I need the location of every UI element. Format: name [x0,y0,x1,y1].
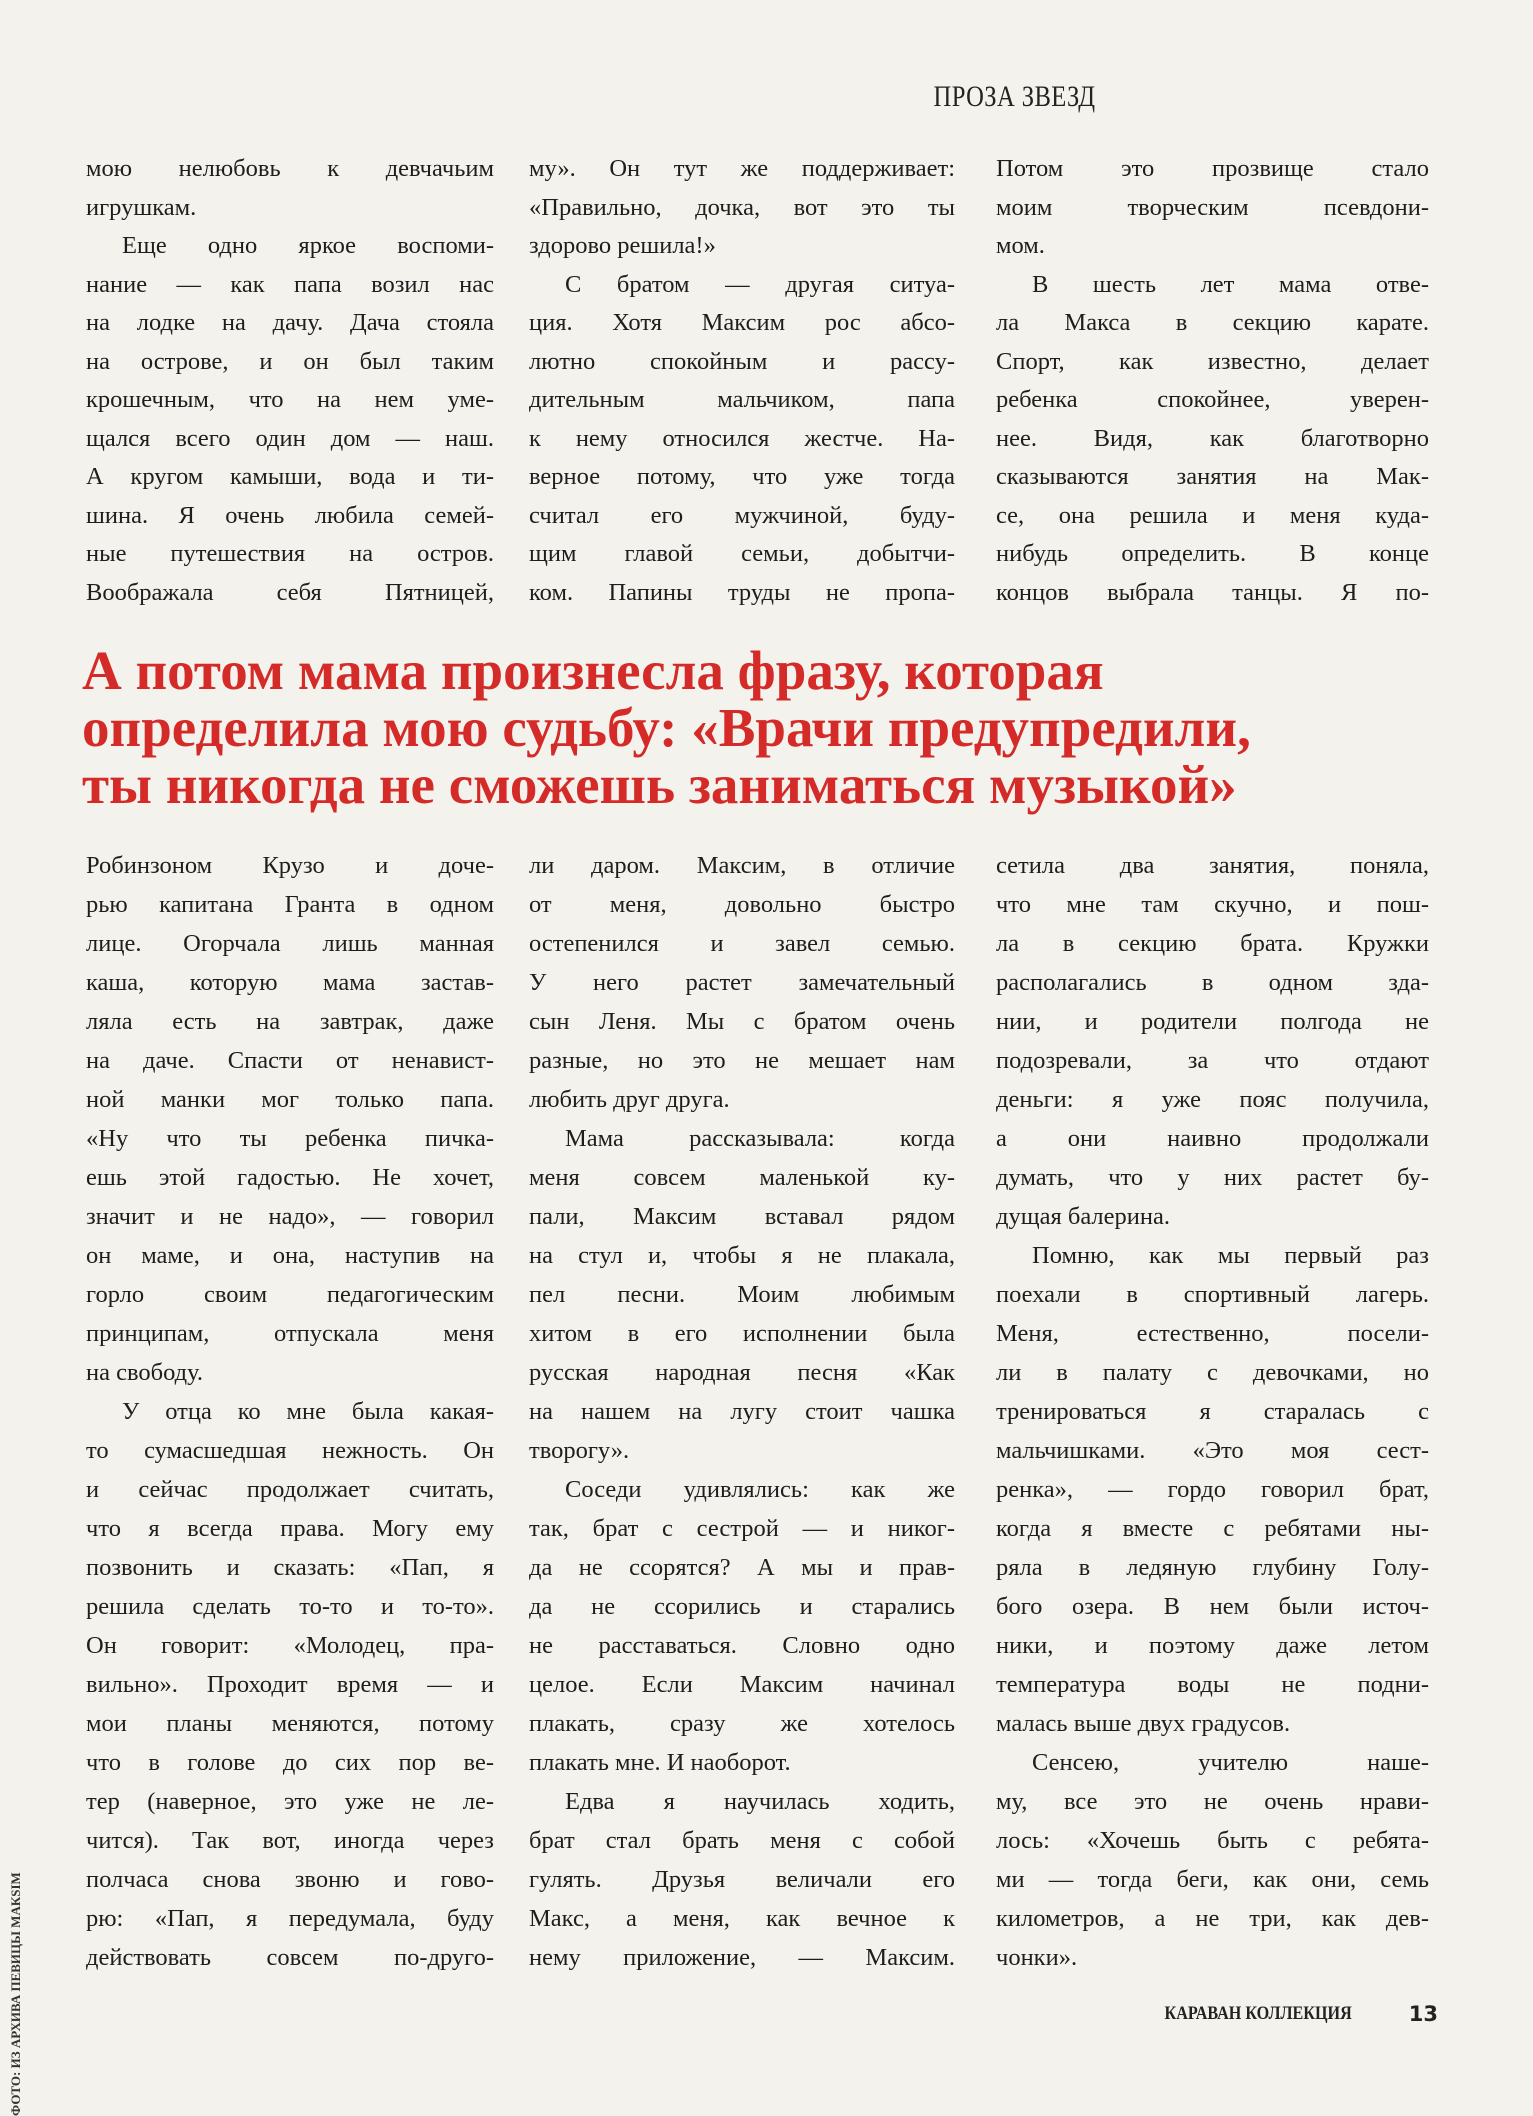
text-line: ной манки мог только папа. [86,1086,494,1113]
text-line: лось: «Хочешь быть с ребята- [996,1827,1429,1854]
text-line: ция. Хотя Максим рос абсо- [529,309,955,336]
text-line: се, она решила и меня куда- [996,501,1429,529]
text-line: подозревали, за что отдают [996,1047,1429,1074]
text-line: ники, и поэтому даже летом [996,1632,1429,1659]
text-line: остепенился и завел семью. [529,930,955,957]
text-line: А кругом камыши, вода и ти- [86,463,494,490]
pull-quote [82,642,1502,813]
text-line: каша, которую мама застав- [86,969,494,996]
column-3 [996,150,1429,612]
text-line: он маме, и она, наступив на [86,1242,494,1269]
text-line: верное потому, что уже тогда [529,463,955,490]
text-line: му, все это не очень нрави- [996,1788,1429,1815]
text-line: мою нелюбовь к девчачьим [86,155,494,182]
text-line: нее. Видя, как благотворно [996,424,1429,452]
text-line: мальчишками. «Это моя сест- [996,1437,1429,1464]
text-line: поехали в спортивный лагерь. [996,1281,1429,1308]
text-line: Он говорит: «Молодец, пра- [86,1632,494,1659]
text-line: мои планы меняются, потому [86,1710,494,1737]
text-line: Воображала себя Пятницей, [86,578,494,606]
text-line: действовать совсем по-друго- [86,1944,494,1971]
text-line: русская народная песня «Как [529,1359,955,1386]
text-line: лютно спокойным и рассу- [529,347,955,375]
text-line: горло своим педагогическим [86,1281,494,1308]
text-line: не расставаться. Словно одно [529,1632,955,1659]
text-line: му». Он тут же поддерживает: [529,155,955,182]
text-line: а они наивно продолжали [996,1125,1429,1152]
text-line: ком. Папины труды не пропа- [529,578,955,606]
text-line: «Ну что ты ребенка пичка- [86,1125,494,1152]
text-line: щался всего один дом — наш. [86,424,494,452]
column-2 [529,846,955,1977]
text-line: ряла в ледяную глубину Голу- [996,1554,1429,1581]
text-line: решила сделать то-то и то-то». [86,1593,494,1620]
text-line: малась выше двух градусов. [996,1710,1291,1737]
text-line: чонки». [996,1944,1078,1971]
text-line: считал его мужчиной, буду- [529,501,955,529]
section-title: ПРОЗА ЗВЕЗД [933,80,1095,113]
text-line: игрушкам. [86,193,197,221]
column-1 [86,846,494,1977]
pull-quote-line: А потом мама произнесла фразу, которая [82,640,1104,701]
text-line: дущая балерина. [996,1203,1170,1230]
text-line: и сейчас продолжает считать, [86,1476,494,1503]
text-line: ла в секцию брата. Кружки [996,930,1429,957]
text-line: «Правильно, дочка, вот это ты [529,193,955,221]
text-line: позвонить и сказать: «Пап, я [86,1554,494,1581]
pull-quote-line: ты никогда не сможешь заниматься музыкой» [82,754,1237,815]
text-line: лице. Огорчала лишь манная [86,930,494,957]
text-line: Спорт, как известно, делает [996,347,1429,375]
text-line: щим главой семьи, добытчи- [529,540,955,567]
text-line: бого озера. В нем были источ- [996,1593,1429,1620]
text-line: Потом это прозвище стало [996,155,1429,182]
text-line: что мне там скучно, и пош- [996,891,1429,918]
text-line: на лодке на дачу. Дача стояла [86,309,494,336]
text-line: пали, Максим вставал рядом [529,1203,955,1230]
text-line: гулять. Друзья величали его [529,1866,955,1893]
text-line: С братом — другая ситуа- [565,270,955,298]
text-line: рью капитана Гранта в одном [86,891,494,918]
text-line: принципам, отпускала меня [86,1320,494,1347]
text-line: ные путешествия на остров. [86,540,494,567]
text-line: Мама рассказывала: когда [565,1125,955,1152]
text-line: сын Леня. Мы с братом очень [529,1008,955,1035]
text-line: деньги: я уже пояс получила, [996,1086,1429,1113]
text-line: полчаса снова звоню и гово- [86,1866,494,1893]
text-line: ренка», — гордо говорил брат, [996,1476,1429,1503]
text-line: крошечным, что на нем уме- [86,386,494,413]
text-line: значит и не надо», — говорил [86,1203,494,1230]
text-line: дительным мальчиком, папа [529,386,955,413]
column-2 [529,150,955,612]
text-line: да не ссорились и старались [529,1593,955,1620]
text-line: мом. [996,232,1045,259]
text-line: ляла есть на завтрак, даже [86,1008,494,1035]
text-line: на даче. Спасти от ненавист- [86,1047,494,1074]
text-line: В шесть лет мама отве- [1032,270,1429,298]
text-line: ми — тогда беги, как они, семь [996,1866,1429,1893]
text-line: что в голове до сих пор ве- [86,1749,494,1776]
text-line: брат стал брать меня с собой [529,1827,955,1854]
text-line: здорово решила!» [529,232,716,259]
text-line: ли в палату с девочками, но [996,1359,1429,1386]
text-line: так, брат с сестрой — и никог- [529,1515,955,1542]
text-line: У отца ко мне была какая- [122,1398,494,1425]
text-line: Соседи удивлялись: как же [565,1476,955,1503]
text-line: располагались в одном зда- [996,969,1429,996]
text-line: тренироваться я старалась с [996,1398,1429,1425]
text-line: целое. Если Максим начинал [529,1671,955,1698]
text-line: на нашем на лугу стоит чашка [529,1398,955,1425]
pull-quote-line: определила мою судьбу: «Врачи предупредили, [82,697,1251,758]
text-line: Еще одно яркое воспоми- [122,232,494,259]
text-line: разные, но это не мешает нам [529,1047,955,1074]
text-line: пел песни. Моим любимым [529,1281,955,1308]
text-line: к нему относился жестче. На- [529,424,955,452]
text-line: нибудь определить. В конце [996,540,1429,567]
text-line: Робинзоном Крузо и доче- [86,852,494,879]
text-line: моим творческим псевдони- [996,193,1429,221]
text-line: Меня, естественно, посели- [996,1320,1429,1347]
text-line: вильно». Проходит время — и [86,1671,494,1698]
text-line: Едва я научилась ходить, [565,1788,955,1815]
photo-credit: ФОТО: ИЗ АРХИВА ПЕВИЦЫ МАКSIM [8,1872,23,2116]
text-line: на стул и, чтобы я не плакала, [529,1242,955,1269]
text-line: на острове, и он был таким [86,347,494,375]
text-line: ла Макса в секцию карате. [996,309,1429,336]
text-line: меня совсем маленькой ку- [529,1164,955,1191]
text-line: ли даром. Максим, в отличие [529,852,955,879]
text-line: думать, что у них растет бу- [996,1164,1429,1191]
page-number: 13 [1408,2002,1438,2026]
text-line: хитом в его исполнении была [529,1320,955,1347]
text-line: тер (наверное, это уже не ле- [86,1788,494,1815]
text-line: любить друг друга. [529,1086,730,1113]
text-line: от меня, довольно быстро [529,891,955,918]
text-line: когда я вместе с ребятами ны- [996,1515,1429,1542]
text-line: сказываются занятия на Мак- [996,463,1429,490]
text-line: температура воды не подни- [996,1671,1429,1698]
text-line: рю: «Пап, я передумала, буду [86,1905,494,1932]
text-line: У него растет замечательный [529,969,955,996]
text-line: плакать, сразу же хотелось [529,1710,955,1737]
text-line: ребенка спокойнее, уверен- [996,386,1429,413]
text-line: нии, и родители полгода не [996,1008,1429,1035]
text-line: да не ссорятся? А мы и прав- [529,1554,955,1581]
column-1 [86,150,494,612]
column-3 [996,846,1429,1977]
text-line: Помню, как мы первый раз [1032,1242,1429,1269]
text-line: сетила два занятия, поняла, [996,852,1429,879]
text-line: то сумасшедшая нежность. Он [86,1437,494,1464]
magazine-name: КАРАВАН КОЛЛЕКЦИЯ [1164,2003,1353,2024]
text-line: ешь этой гадостью. Не хочет, [86,1164,494,1191]
text-line: Макс, а меня, как вечное к [529,1905,955,1932]
footer [1148,2002,1438,2026]
text-line: шина. Я очень любила семей- [86,501,494,529]
text-line: Сенсею, учителю наше- [1032,1749,1429,1776]
text-line: на свободу. [86,1359,204,1386]
text-line: чится). Так вот, иногда через [86,1827,494,1854]
text-line: концов выбрала танцы. Я по- [996,578,1429,606]
text-line: что я всегда права. Могу ему [86,1515,494,1542]
text-line: плакать мне. И наоборот. [529,1749,791,1776]
text-line: творогу». [529,1437,630,1464]
text-line: нему приложение, — Максим. [529,1944,955,1971]
text-line: километров, а не три, как дев- [996,1905,1429,1932]
text-line: нание — как папа возил нас [86,270,494,298]
